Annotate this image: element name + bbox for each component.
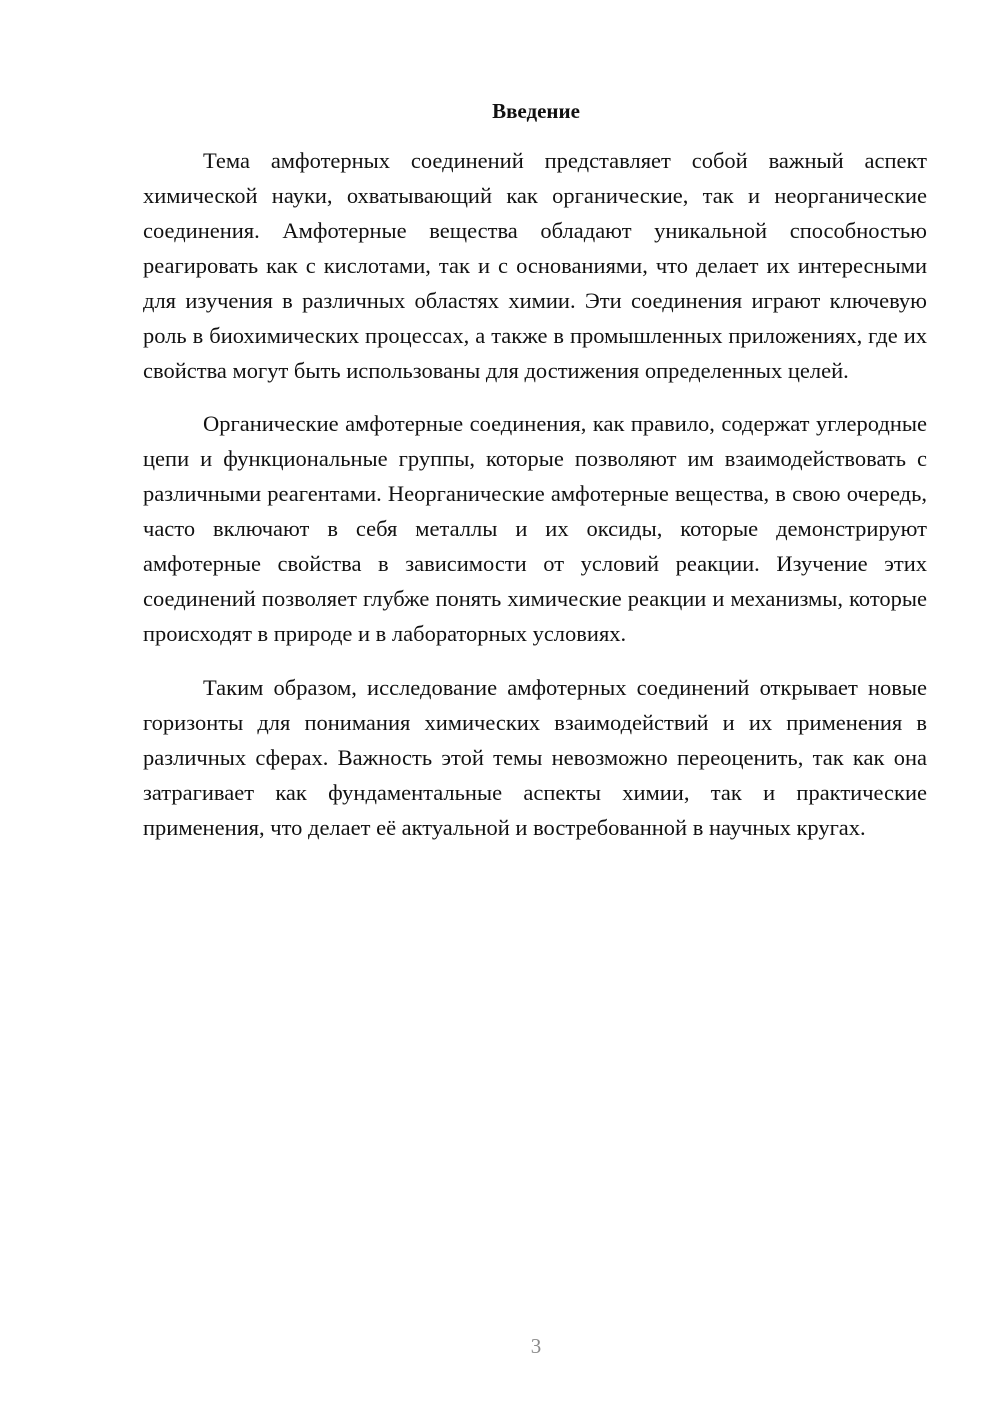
page-content: [143, 96, 927, 845]
section-title: Введение: [492, 99, 580, 123]
paragraph-organic-inorganic: Органические амфотерные соединения, как правило, содержат углеродные цепи и функциональные группы, которые позволяют им взаимодействовать с различными реагентами. Неорганические амфотерные вещества, в свою очередь, часто включают в себя металлы и их оксиды, которые демонстрируют амфотерные свойства в зависимости от условий реакции. Изучение этих соединений позволяет глубже понять химические реакции и механизмы, которые происходят в природе и в лабораторных условиях.: [143, 411, 927, 646]
paragraph-conclusion: Таким образом, исследование амфотерных соединений открывает новые горизонты для понимания химических взаимодействий и их применения в различных сферах. Важность этой темы невозможно переоценить, так как она затрагивает как фундаментальные аспекты химии, так и практические применения, что делает её актуальной и востребованной в научных кругах.: [143, 675, 927, 840]
page-number: 3: [530, 1334, 542, 1358]
paragraph-intro: Тема амфотерных соединений представляет собой важный аспект химической науки, охватывающий как органические, так и неорганические соединения. Амфотерные вещества обладают уникальной способностью реагировать как с кислотами, так и с основаниями, что делает их интересными для изучения в различных областях химии. Эти соединения играют ключевую роль в биохимических процессах, а также в промышленных приложениях, где их свойства могут быть использованы для достижения определенных целей.: [143, 148, 927, 383]
